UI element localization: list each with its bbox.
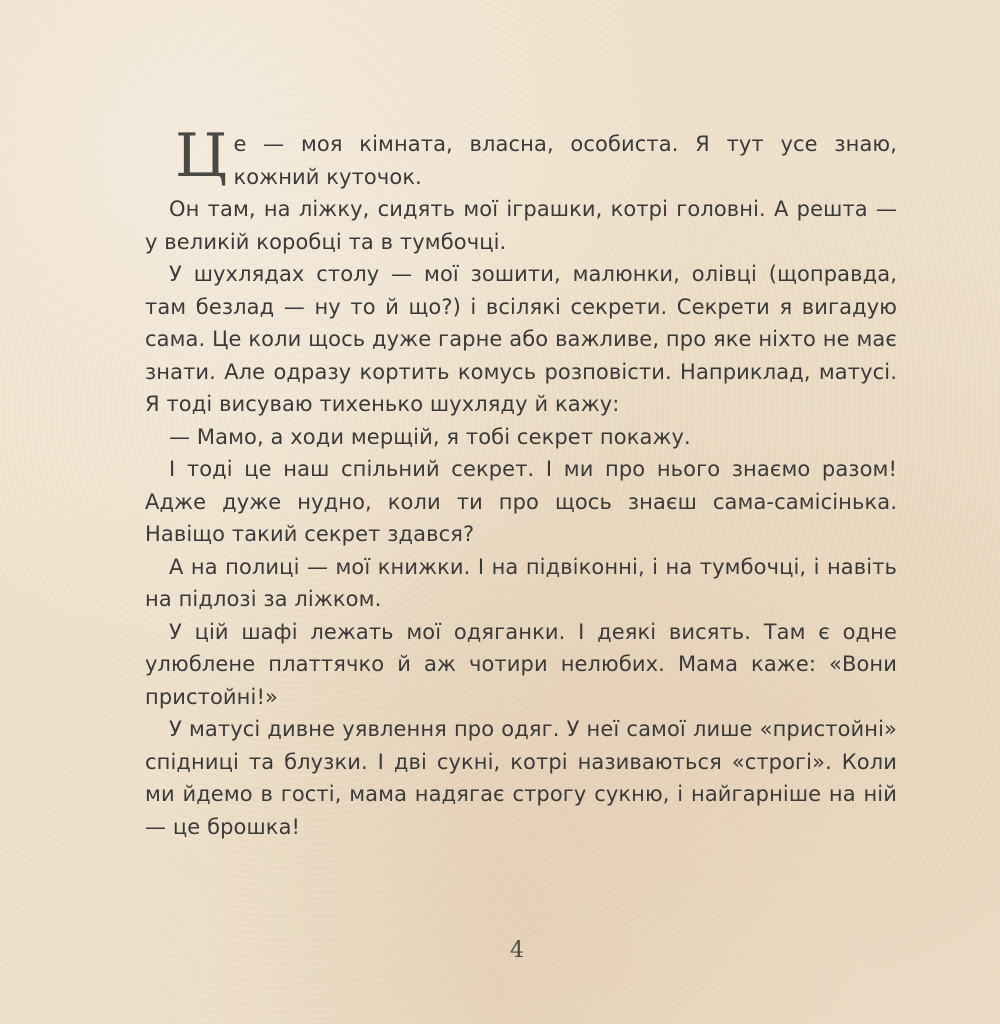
- page-number: 4: [510, 938, 524, 963]
- drop-cap: Ц: [175, 121, 228, 191]
- paragraph-1: [145, 121, 897, 193]
- paragraph-5: І тоді це наш спільний секрет. І ми про нього знаємо разом! Адже дуже нудно, коли ти про щось знаєш сама-самісінька. Навіщо такий секрет здався?: [145, 457, 897, 546]
- paragraph-3: У шухлядах столу — мої зошити, малюнки, олівці (щоправда, там безлад — ну то й що?) і всілякі секрети. Секрети я вигадую сама. Це коли щось дуже гарне або важливе, про яке ніхто не має знати. Але одразу кортить комусь розповісти. Наприклад, матусі. Я тоді висуваю тихенько шухляду й кажу:: [145, 262, 897, 416]
- paragraph-4: — Мамо, а ходи мерщій, я тобі секрет покажу.: [169, 424, 691, 449]
- paragraph-7: У цій шафі лежать мої одяганки. І деякі висять. Там є одне улюблене платтячко й аж чотири нелюбих. Мама каже: «Вони пристойні!»: [145, 619, 897, 709]
- paragraph-8: У матусі дивне уявлення про одяг. У неї самої лише «пристойні» спідниці та блузки. І дві сукні, котрі називаються «строгі». Коли ми йдемо в гості, мама надягає строгу сукню, і найгарніше на ній — це брошка!: [145, 717, 897, 839]
- paragraph-6: А на полиці — мої книжки. І на підвіконні, і на тумбочці, і навіть на підлозі за ліжком.: [145, 554, 897, 611]
- paragraph-2: Он там, на ліжку, сидять мої іграшки, котрі головні. А решта — у великій коробці та в тумбочці.: [145, 197, 897, 254]
- story-text: [145, 121, 897, 843]
- paragraph-1-text: е — моя кімната, власна, особиста. Я тут усе знаю, кожний куточок.: [233, 132, 897, 189]
